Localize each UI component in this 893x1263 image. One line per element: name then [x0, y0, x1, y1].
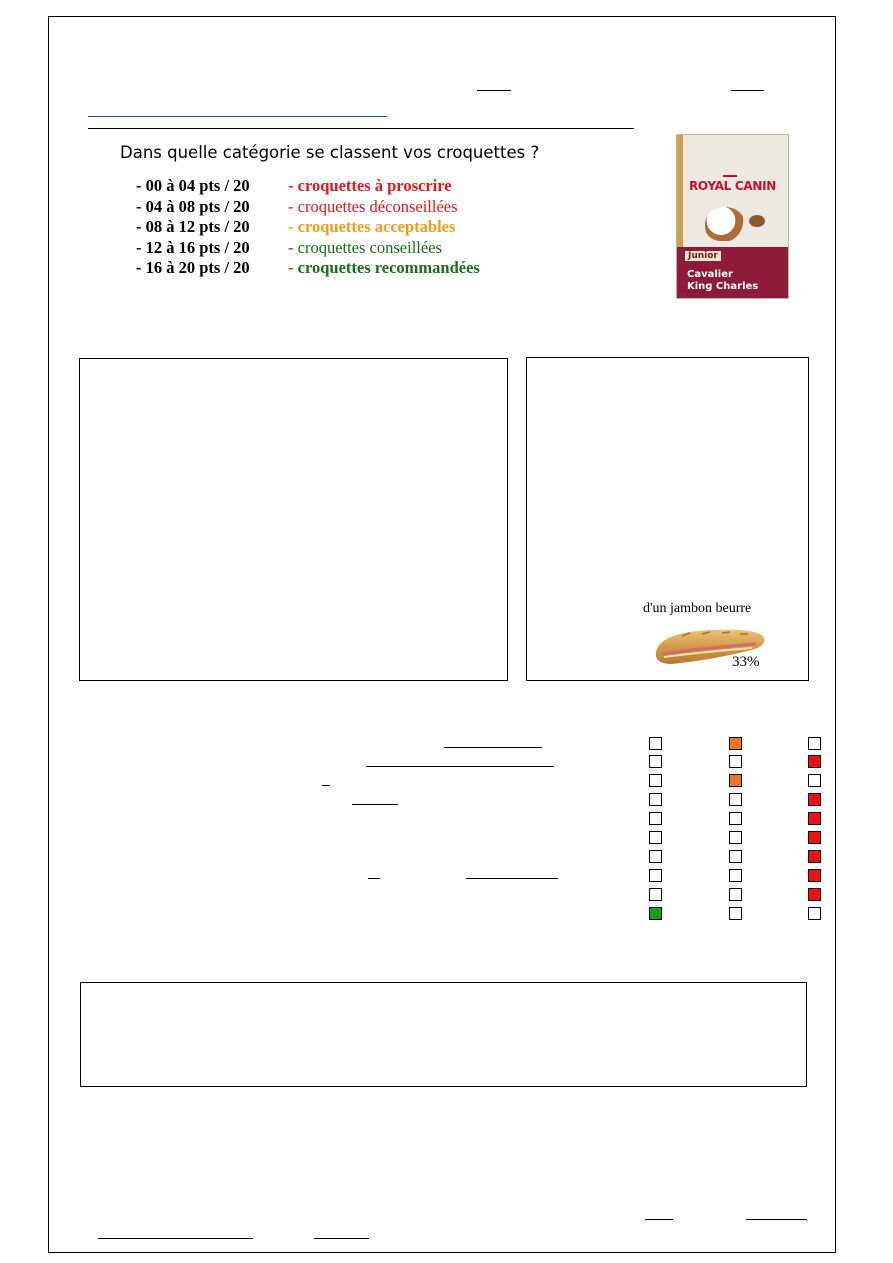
link-underline[interactable]: [88, 116, 387, 117]
blank-underline: [352, 804, 398, 805]
blank-underline: [368, 878, 380, 879]
score-checkbox[interactable]: [649, 774, 662, 787]
bag-breed-line: Cavalier: [687, 269, 733, 280]
blank-underline: [322, 785, 330, 786]
category-label: - croquettes acceptables: [288, 217, 456, 237]
score-checkbox[interactable]: [649, 755, 662, 768]
category-label: - croquettes déconseillées: [288, 196, 458, 216]
category-range: - 00 à 04 pts / 20: [136, 176, 250, 195]
score-checkbox[interactable]: [649, 793, 662, 806]
score-checkbox[interactable]: [649, 907, 662, 920]
score-checkbox[interactable]: [729, 888, 742, 901]
score-checkbox[interactable]: [649, 831, 662, 844]
category-label: - croquettes à proscrire: [288, 176, 452, 195]
bag-label-band: [677, 247, 788, 299]
category-range: - 12 à 16 pts / 20: [136, 237, 250, 257]
score-checkbox[interactable]: [808, 907, 821, 920]
product-bag-image: [676, 134, 789, 299]
score-checkbox[interactable]: [729, 774, 742, 787]
blank-underline: [746, 1219, 807, 1220]
score-checkbox[interactable]: [808, 831, 821, 844]
category-label: - croquettes conseillées: [288, 237, 442, 257]
category-range: - 08 à 12 pts / 20: [136, 217, 250, 237]
conclusion-box: [80, 982, 807, 1087]
kibble-icon: [749, 215, 765, 227]
score-checkbox[interactable]: [729, 755, 742, 768]
category-question: Dans quelle catégorie se classent vos croquettes ?: [120, 143, 540, 162]
blank-underline: [466, 878, 558, 879]
bag-age-label: Junior: [685, 251, 721, 261]
sandwich-caption: d'un jambon beurre: [643, 601, 752, 616]
score-checkbox[interactable]: [729, 737, 742, 750]
section-rule: [88, 128, 634, 129]
score-checkbox[interactable]: [729, 831, 742, 844]
blank-underline: [731, 90, 764, 91]
score-checkbox[interactable]: [729, 812, 742, 825]
score-checkbox[interactable]: [808, 869, 821, 882]
category-row: [136, 258, 480, 279]
blank-underline: [366, 766, 554, 767]
score-checkbox[interactable]: [808, 755, 821, 768]
blank-underline: [98, 1238, 253, 1239]
category-range: - 04 à 08 pts / 20: [136, 196, 250, 216]
score-checkbox[interactable]: [808, 888, 821, 901]
score-checkbox[interactable]: [649, 812, 662, 825]
category-row: [136, 217, 480, 238]
category-range: - 16 à 20 pts / 20: [136, 258, 250, 278]
blank-underline: [645, 1219, 673, 1220]
category-row: [136, 197, 480, 218]
blank-underline: [444, 747, 542, 748]
category-row: [136, 238, 480, 259]
score-checkbox[interactable]: [808, 793, 821, 806]
category-list: [136, 176, 480, 279]
category-row: [136, 176, 480, 197]
score-checkbox[interactable]: [729, 850, 742, 863]
score-checkbox[interactable]: [649, 850, 662, 863]
score-checkbox[interactable]: [729, 907, 742, 920]
score-checkbox[interactable]: [808, 774, 821, 787]
score-checkbox[interactable]: [808, 850, 821, 863]
score-checkbox[interactable]: [729, 793, 742, 806]
crown-icon: [723, 165, 737, 177]
blank-underline: [477, 90, 511, 91]
score-checkbox[interactable]: [649, 888, 662, 901]
sandwich-percent: 33%: [732, 654, 760, 670]
score-checkbox[interactable]: [808, 812, 821, 825]
bag-breed-line: King Charles: [687, 281, 759, 292]
composition-box: [79, 358, 508, 681]
blank-underline: [314, 1238, 369, 1239]
score-checkbox[interactable]: [649, 869, 662, 882]
category-label: - croquettes recommandées: [288, 258, 480, 278]
dog-photo: [705, 207, 745, 241]
bag-breed-name: [687, 269, 758, 293]
score-checkbox[interactable]: [649, 737, 662, 750]
brand-logo: ROYAL CANIN: [688, 179, 776, 193]
score-checkbox[interactable]: [729, 869, 742, 882]
score-checkbox[interactable]: [808, 737, 821, 750]
